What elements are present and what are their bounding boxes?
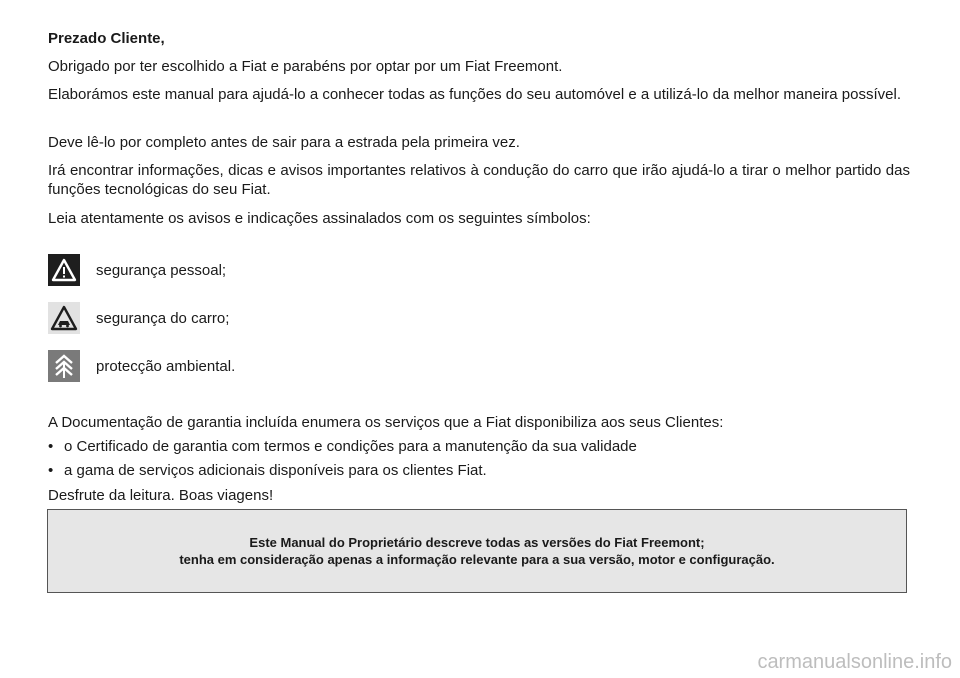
paragraph-symbols-intro: Leia atentamente os avisos e indicações assinalados com os seguintes símbolos:: [48, 210, 591, 227]
bullet-text: a gama de serviços adicionais disponíveis para os clientes Fiat.: [64, 462, 487, 479]
paragraph-warranty: A Documentação de garantia incluída enumera os serviços que a Fiat disponibiliza aos seus Clientes:: [48, 414, 724, 431]
paragraph-closing: Desfrute da leitura. Boas viagens!: [48, 487, 274, 504]
paragraph-thanks: Obrigado por ter escolhido a Fiat e parabéns por optar por um Fiat Freemont.: [48, 58, 563, 75]
symbol-row-personal-safety: [48, 253, 226, 287]
bullet-item: • a gama de serviços adicionais disponíveis para os clientes Fiat.: [48, 462, 487, 479]
paragraph-info: Irá encontrar informações, dicas e avisos importantes relativos à condução do carro que irão ajudá-lo a tirar o melhor partido das funções tecnológicas do seu Fiat.: [48, 162, 910, 198]
paragraph-read-first: Deve lê-lo por completo antes de sair para a estrada pela primeira vez.: [48, 134, 520, 151]
symbol-label: segurança do carro;: [96, 309, 230, 327]
symbol-label: segurança pessoal;: [96, 261, 227, 279]
bullet-text: o Certificado de garantia com termos e condições para a manutenção da sua validade: [64, 438, 637, 455]
symbol-row-car-safety: [48, 301, 229, 335]
symbol-row-environment: [48, 349, 235, 383]
symbol-label: protecção ambiental.: [96, 357, 236, 375]
greeting: Prezado Cliente,: [48, 30, 165, 47]
warning-triangle-icon: [48, 254, 80, 286]
leaf-chevron-icon: [48, 350, 80, 382]
bullet-item: • o Certificado de garantia com termos e condições para a manutenção da sua validade: [48, 438, 637, 455]
paragraph-purpose: Elaborámos este manual para ajudá-lo a conhecer todas as funções do seu automóvel e a utilizá-lo da melhor maneira possível.: [48, 86, 901, 103]
car-warning-icon: [48, 302, 80, 334]
notice-line-1: Este Manual do Proprietário descreve todas as versões do Fiat Freemont;: [249, 535, 705, 550]
watermark: carmanualsonline.info: [757, 651, 952, 673]
notice-line-2: tenha em consideração apenas a informação relevante para a sua versão, motor e configuração.: [179, 552, 775, 567]
notice-box: [47, 509, 907, 593]
